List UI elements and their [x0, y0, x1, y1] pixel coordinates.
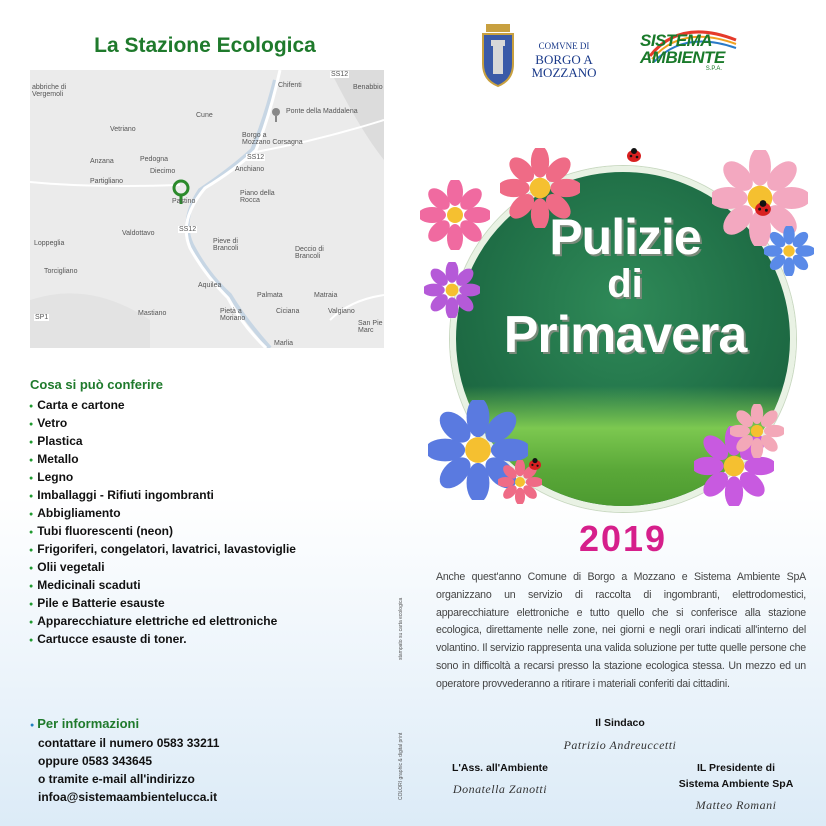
road-badge: SS12: [179, 226, 197, 233]
map-label: Deccio di Brancoli: [295, 246, 324, 260]
presidente-org: Sistema Ambiente SpA: [678, 778, 794, 790]
vertical-note: stampato su carta ecologica: [398, 597, 404, 660]
map-label: Marlia: [274, 340, 294, 347]
headline-line-2: di: [607, 262, 643, 306]
map-label: abbriche di Vergemoli: [32, 84, 67, 98]
map-label: Pedogna: [140, 156, 169, 163]
sa-line: S.P.A.: [705, 66, 722, 72]
page-title: La Stazione Ecologica: [94, 34, 316, 57]
map-label: Cune: [196, 112, 213, 119]
list-item: ● Apparecchiature elettriche ed elettroniche: [29, 612, 296, 630]
accepted-items-list: [29, 396, 296, 648]
road-badge: SP1: [35, 314, 49, 321]
info-phone[interactable]: contattare il numero 0583 33211: [38, 736, 220, 750]
map-label: Aquilea: [198, 282, 222, 289]
list-item: ● Vetro: [29, 414, 296, 432]
crest-icon: [480, 22, 516, 88]
presidente-title: IL Presidente di: [697, 762, 775, 774]
year: 2019: [578, 518, 668, 559]
map-label: Chifenti: [278, 82, 302, 89]
map-label: Valgiano: [328, 308, 355, 315]
list-item: ● Plastica: [29, 432, 296, 450]
sindaco-signature: Patrizio Andreuccetti: [563, 738, 677, 752]
intro-paragraph: Anche quest'anno Comune di Borgo a Mozzano e Sistema Ambiente SpA organizzano un servizio di raccolta di ingombranti, elettrodomestici, apparecchiature elettroniche e tutto quello che si conferisce alla stazione ecologica, direttamente nelle zone, nei giorni e negli orari indicati all'interno del volantino. Il servizio rappresenta una valida soluzione per tutte quelle persone che sono in difficoltà a recarsi presso la stazione ecologica stessa. Un mezzo ed un operatore provvederanno a ritirare i materiali conferiti dai cittadini.: [436, 571, 806, 690]
map-label: Borgo a Mozzano Corsagna: [242, 132, 303, 146]
list-item: ● Cartucce esauste di toner.: [29, 630, 296, 648]
station-map[interactable]: [30, 70, 384, 348]
presidente-signature: Matteo Romani: [695, 798, 777, 812]
ladybug-icon: [626, 148, 642, 162]
map-label: Pietà a Moriano: [220, 308, 246, 322]
info-email-link[interactable]: infoa@sistemaambientelucca.it: [38, 790, 218, 804]
map-label: Benabbio: [353, 84, 383, 91]
headline-line-1: Pulizie: [549, 209, 701, 265]
map-label: Anzana: [90, 158, 114, 165]
info-phone-alt[interactable]: oppure 0583 343645: [38, 754, 153, 768]
road-badge: SS12: [247, 154, 265, 161]
road-badge: SS12: [331, 71, 349, 78]
list-item: ● Metallo: [29, 450, 296, 468]
comune-line: COMVNE DI: [538, 41, 590, 51]
sindaco-title: Il Sindaco: [595, 717, 645, 729]
comune-line: MOZZANO: [531, 65, 597, 80]
list-item: ● Medicinali scaduti: [29, 576, 296, 594]
map-label: Torcigliano: [44, 268, 78, 275]
headline-line-3: Primavera: [503, 306, 747, 364]
map-label: Matraia: [314, 292, 338, 299]
list-item: ● Pile e Batterie esauste: [29, 594, 296, 612]
map-label: Ciciana: [276, 308, 300, 315]
list-item: ● Carta e cartone: [29, 396, 296, 414]
list-item: ● Imballaggi - Rifiuti ingombranti: [29, 486, 296, 504]
map-label: Diecimo: [150, 168, 176, 175]
map-label: Partigliano: [90, 178, 124, 185]
map-label: Palmata: [257, 292, 283, 299]
map-label: Valdottavo: [122, 230, 155, 237]
map-label: San Pie Marc: [358, 320, 383, 334]
sa-line: AMBIENTE: [640, 48, 725, 67]
list-item: ● Olii vegetali: [29, 558, 296, 576]
ladybug-icon: [528, 458, 542, 470]
list-item: ● Tubi fluorescenti (neon): [29, 522, 296, 540]
map-label: Pieve di Brancoli: [213, 238, 239, 252]
map-label: Mastiano: [138, 310, 167, 317]
vertical-print-credit: COLORI graphic & digital print: [398, 732, 404, 800]
assessore-signature: Donatella Zanotti: [452, 782, 548, 796]
sa-line: SISTEMA: [640, 31, 713, 50]
map-label: Ponte della Maddalena: [286, 108, 358, 115]
map-label: Vetriano: [110, 126, 136, 133]
comune-crest: [480, 22, 516, 93]
map-label: Piano della Rocca: [240, 190, 275, 204]
map-label: Loppeglia: [34, 240, 65, 247]
info-title: ● Per informazioni: [30, 716, 139, 731]
map-label: Pastino: [172, 198, 196, 205]
flower-icon: [730, 404, 784, 458]
map-label: Anchiano: [235, 166, 265, 173]
comune-line: BORGO A: [535, 52, 593, 67]
list-item: ● Abbigliamento: [29, 504, 296, 522]
comune-logo-text: [519, 40, 609, 79]
list-item: ● Legno: [29, 468, 296, 486]
info-email-label: o tramite e-mail all'indirizzo: [38, 772, 195, 786]
assessore-title: L'Ass. all'Ambiente: [451, 762, 549, 774]
accepted-items-title: Cosa si può conferire: [30, 377, 163, 392]
sistema-ambiente-logo: [640, 32, 740, 72]
list-item: ● Frigoriferi, congelatori, lavatrici, lavastoviglie: [29, 540, 296, 558]
